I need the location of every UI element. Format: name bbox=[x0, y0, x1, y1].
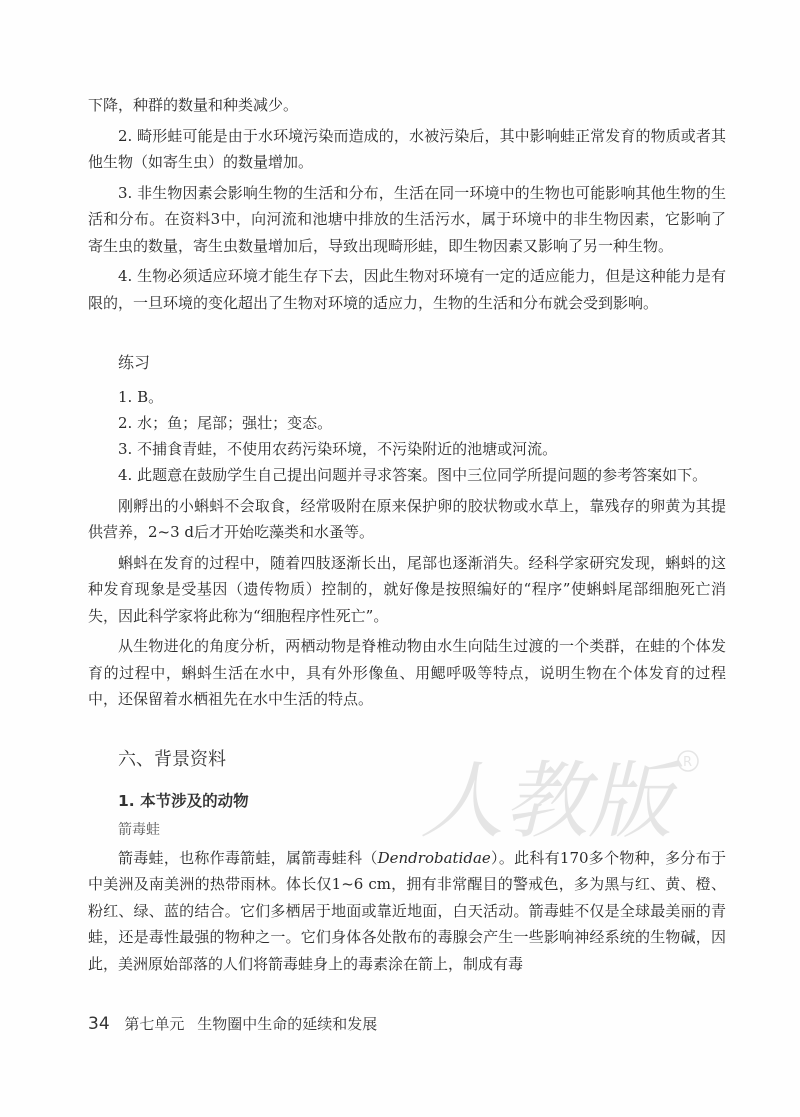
unit-label: 第七单元 bbox=[124, 1015, 185, 1033]
exercise-item-1: 1. B。 bbox=[118, 388, 164, 406]
page-number: 34 bbox=[88, 1014, 110, 1034]
svg-text:R: R bbox=[683, 755, 693, 770]
paragraph-1: 下降，种群的数量和种类减少。 bbox=[88, 96, 299, 114]
watermark-text: 人教版 bbox=[420, 752, 673, 850]
exercise-item-3: 3. 不捕食青蛙，不使用农药污染环境，不污染附近的池塘或河流。 bbox=[118, 440, 558, 458]
exercise-answer-1: 刚孵出的小蝌蚪不会取食，经常吸附在原来保护卵的胶状物或水草上，靠残存的卵黄为其提供营养，2~3 d后才开始吃藻类和水蚤等。 bbox=[88, 496, 726, 541]
paragraph-2: 2. 畸形蛙可能是由于水环境污染而造成的，水被污染后，其中影响蛙正常发育的物质或者其他生物（如寄生虫）的数量增加。 bbox=[88, 126, 726, 171]
latin-name: Dendrobatidae bbox=[377, 848, 491, 867]
exercise-item-2: 2. 水；鱼；尾部；强壮；变态。 bbox=[118, 414, 333, 432]
background-heading: 六、背景资料 bbox=[118, 748, 226, 770]
background-paragraph bbox=[88, 845, 726, 978]
unit-title: 生物圈中生命的延续和发展 bbox=[197, 1015, 378, 1033]
exercise-answer-3: 从生物进化的角度分析，两栖动物是脊椎动物由水生向陆生过渡的一个类群，在蛙的个体发育的过程中，蝌蚪生活在水中，具有外形像鱼、用鳃呼吸等特点，说明生物在个体发育的过程中，还保留着水栖祖先在水中生活的特点。 bbox=[88, 637, 726, 708]
background-text-part1: 箭毒蛙，也称作毒箭蛙，属箭毒蛙科（ bbox=[118, 848, 378, 867]
publisher-watermark bbox=[420, 745, 700, 855]
background-text-part2: ）。此科有170多个物种，多分布于中美洲及南美洲的热带雨林。体长仅1~6 cm，拥有非常醒目的警戒色，多为黑与红、黄、橙、粉红、绿、蓝的结合。它们多栖居于地面或靠近地面，白天活动。箭毒蛙不仅是全球最美丽的青蛙，还是毒性最强的物种之一。它们身体各处散布的毒腺会产生一些影响神经系统的生物碱，因此，美洲原始部落的人们将箭毒蛙身上的毒素涂在箭上，制成有毒 bbox=[88, 848, 726, 973]
exercise-answer-2: 蝌蚪在发育的过程中，随着四肢逐渐长出，尾部也逐渐消失。经科学家研究发现，蝌蚪的这种发育现象是受基因（遗传物质）控制的，就好像是按照编好的“程序”使蝌蚪尾部细胞死亡消失，因此科学家将此称为“细胞程序性死亡”。 bbox=[88, 553, 726, 625]
page-footer bbox=[88, 1013, 377, 1034]
exercise-item-4: 4. 此题意在鼓励学生自己提出问题并寻求答案。图中三位同学所提问题的参考答案如下。 bbox=[118, 466, 708, 484]
exercise-title: 练习 bbox=[118, 353, 151, 372]
paragraph-4: 4. 生物必须适应环境才能生存下去，因此生物对环境有一定的适应能力，但是这种能力是有限的，一旦环境的变化超出了生物对环境的适应力，生物的生活和分布就会受到影响。 bbox=[88, 267, 726, 312]
background-subheading: 1. 本节涉及的动物 bbox=[118, 791, 249, 810]
animal-name: 箭毒蛙 bbox=[118, 821, 160, 838]
paragraph-3: 3. 非生物因素会影响生物的生活和分布，生活在同一环境中的生物也可能影响其他生物的生活和分布。在资料3中，向河流和池塘中排放的生活污水，属于环境中的非生物因素，它影响了寄生虫的数量，寄生虫数量增加后，导致出现畸形蛙，即生物因素又影响了另一种生物。 bbox=[88, 183, 726, 255]
